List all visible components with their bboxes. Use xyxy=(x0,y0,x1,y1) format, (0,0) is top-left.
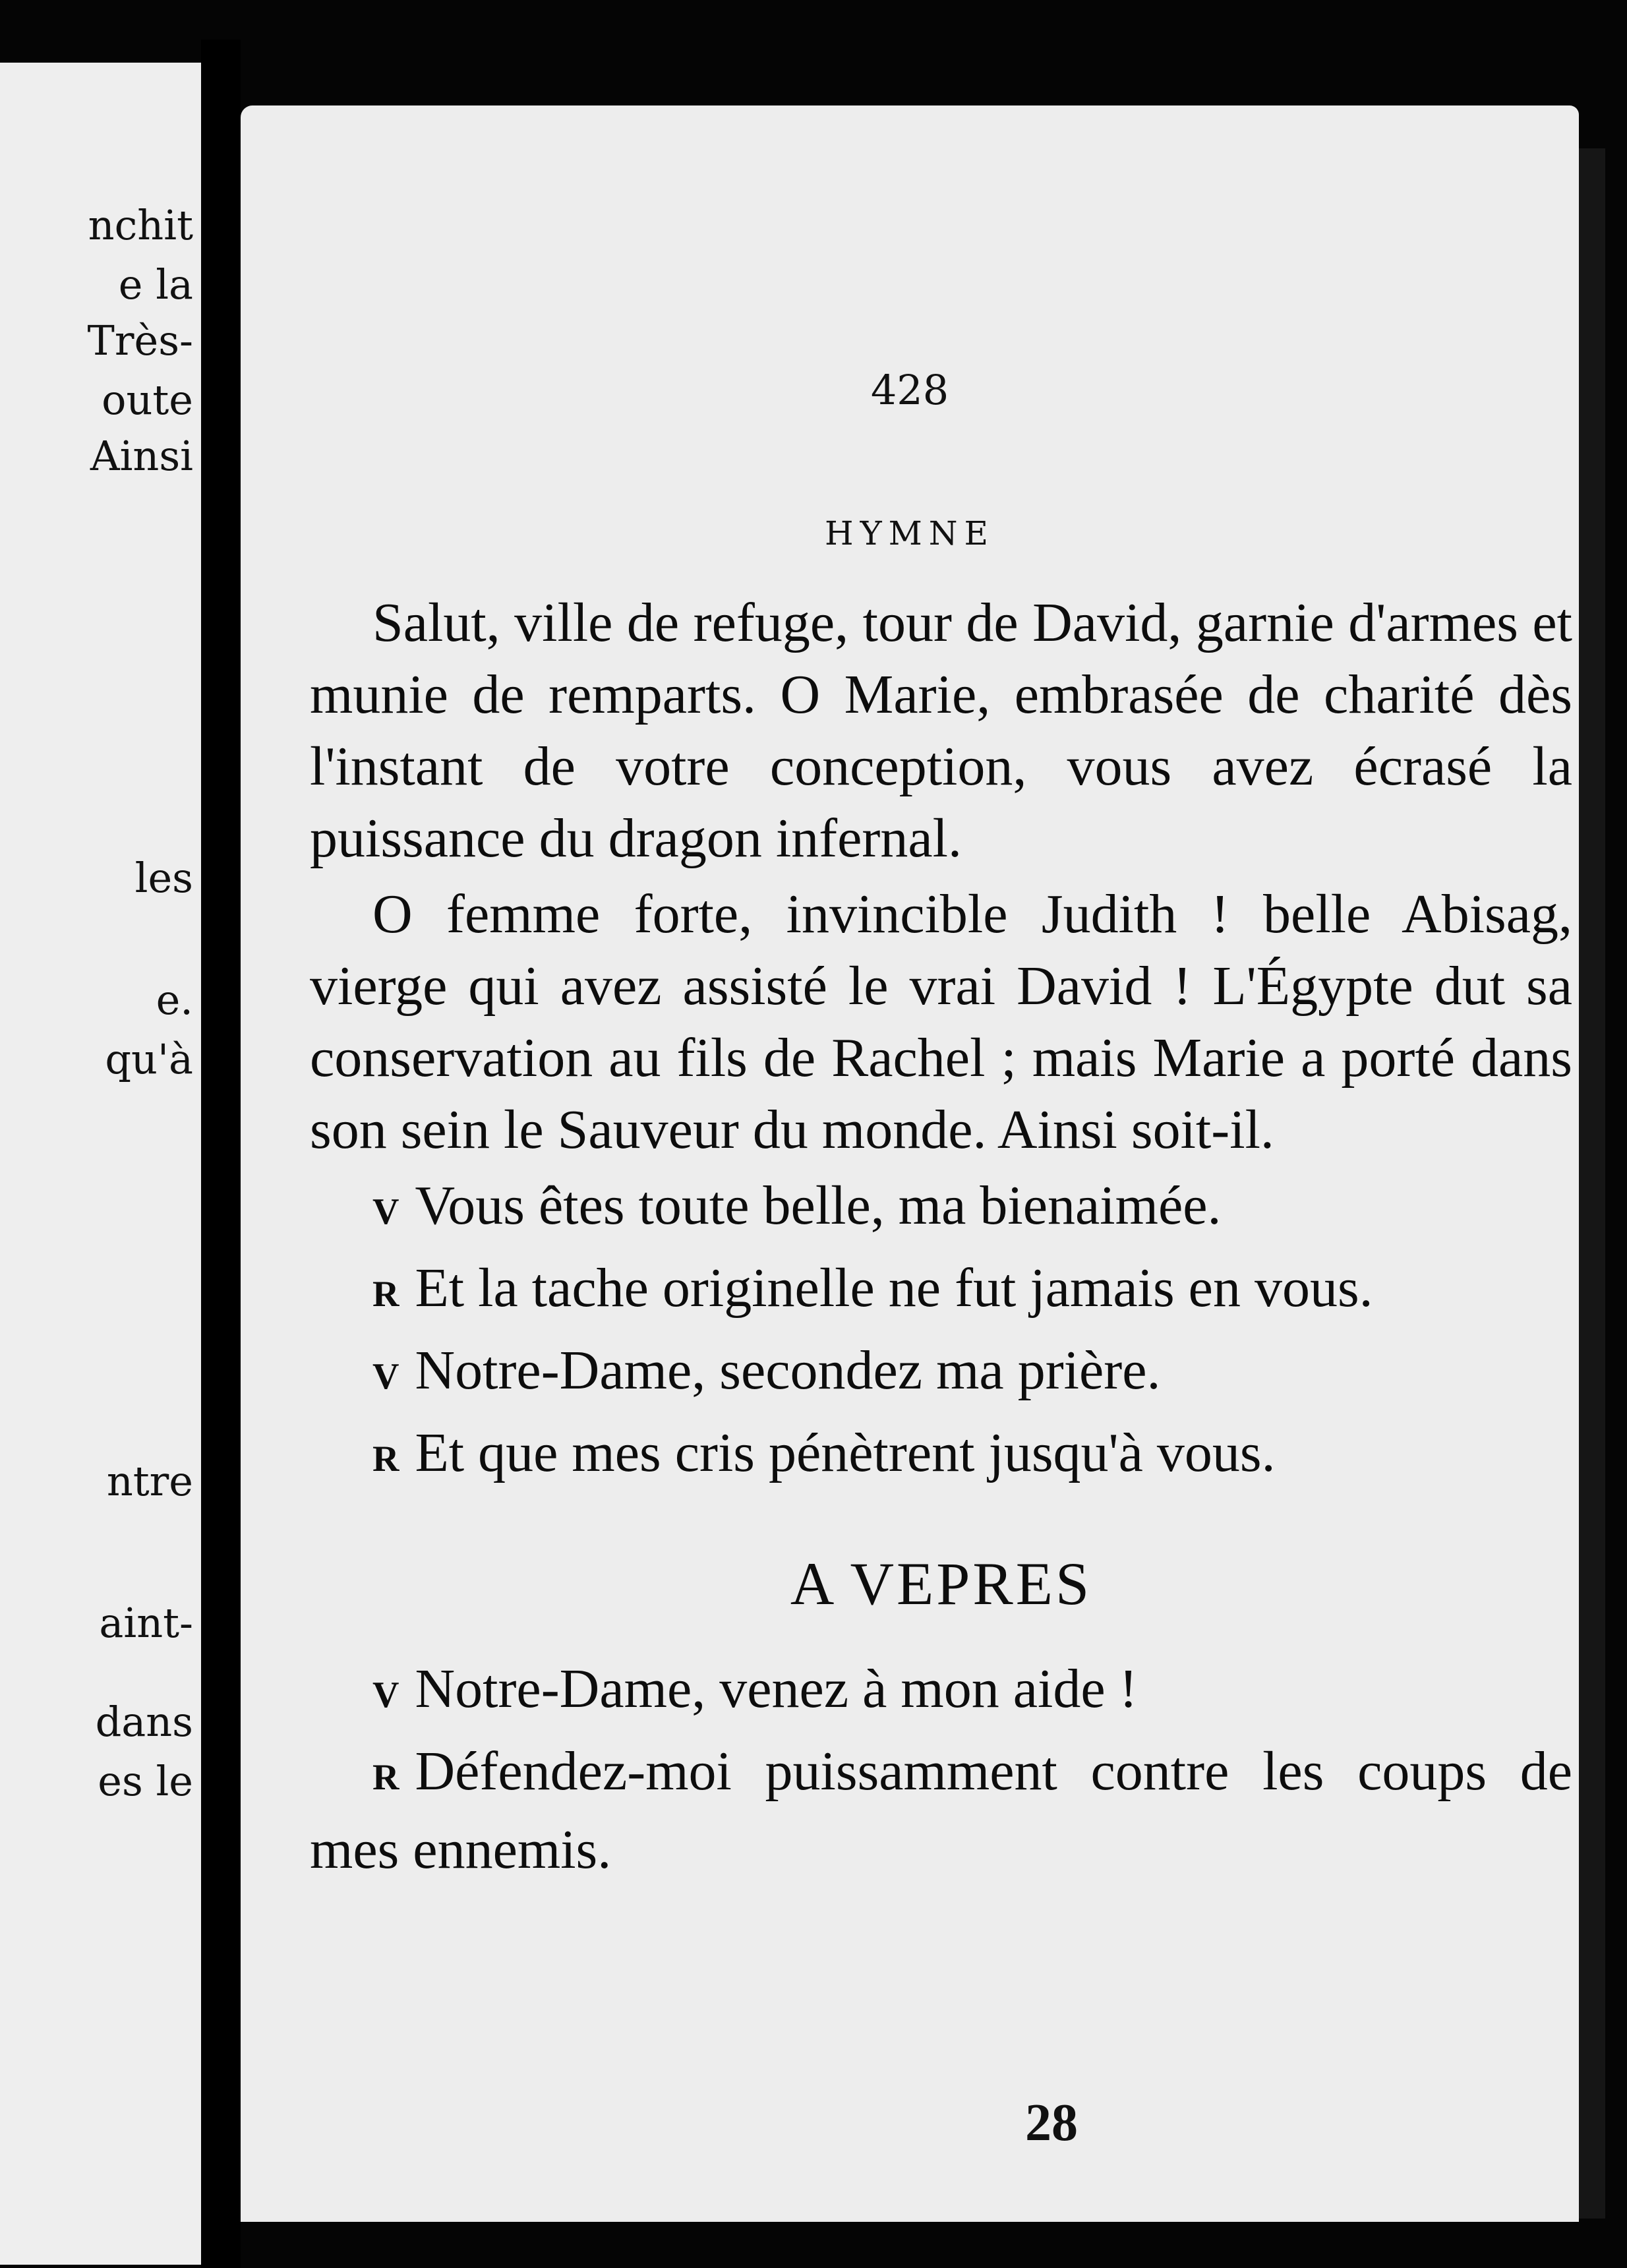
left-page-fragment xyxy=(0,63,201,2265)
left-line: nchit xyxy=(88,201,193,249)
versicle xyxy=(310,1334,1572,1413)
hymn-paragraph: O femme forte, invincible Judith ! belle Abisag, vierge qui avez assisté le vrai David ! L'Égypte dut sa conservation au fils de Rachel ; mais Marie a porté dans son sein le Sauveur du monde. Ainsi soit-il. xyxy=(310,883,1572,1160)
left-line: e. xyxy=(156,976,193,1024)
versicle xyxy=(310,1170,1572,1248)
versicle-mark: V xyxy=(372,1191,399,1232)
response-text: Défendez-moi puissamment contre les coups de mes ennemis. xyxy=(310,1741,1572,1880)
response xyxy=(310,1735,1572,1886)
versicle-text: Notre-Dame, secondez ma prière. xyxy=(415,1340,1161,1401)
response-mark: R xyxy=(372,1757,399,1798)
versicle-text: Notre-Dame, venez à mon aide ! xyxy=(415,1658,1138,1719)
response-mark: R xyxy=(372,1439,399,1479)
response xyxy=(310,1417,1572,1495)
section-title: A VEPRES xyxy=(790,1550,1092,1617)
hymn-heading: HYMNE xyxy=(824,514,995,552)
book-gutter xyxy=(201,40,241,2268)
left-line: e la xyxy=(118,260,193,309)
page-edge xyxy=(1579,148,1605,2219)
hymn-paragraph: Salut, ville de refuge, tour de David, garnie d'armes et munie de remparts. O Marie, embrasée de charité dès l'instant de votre conception, vous avez écrasé la puissance du dragon infernal. xyxy=(310,592,1572,869)
left-line: les xyxy=(134,854,193,902)
left-line: Ainsi xyxy=(90,432,193,480)
response-mark: R xyxy=(372,1274,399,1315)
versicle-mark: V xyxy=(372,1356,399,1397)
versicle-text: Vous êtes toute belle, ma bienaimée. xyxy=(415,1175,1222,1236)
left-line: Très- xyxy=(87,316,193,365)
signature-mark: 28 xyxy=(1025,2094,1078,2152)
left-line: es le xyxy=(98,1757,193,1805)
left-line: ntre xyxy=(106,1457,193,1505)
left-line: dans xyxy=(95,1698,193,1746)
book-page xyxy=(241,105,1579,2222)
response-text: Et la tache originelle ne fut jamais en vous. xyxy=(415,1257,1373,1319)
left-line: oute xyxy=(102,376,193,424)
left-line: qu'à xyxy=(105,1035,193,1083)
versicle xyxy=(310,1653,1572,1731)
response-text: Et que mes cris pénètrent jusqu'à vous. xyxy=(415,1422,1276,1483)
response xyxy=(310,1252,1572,1330)
page-number: 428 xyxy=(870,366,949,414)
page-body xyxy=(310,587,1572,1890)
versicle-mark: V xyxy=(372,1675,399,1716)
left-line: aint- xyxy=(99,1599,193,1647)
